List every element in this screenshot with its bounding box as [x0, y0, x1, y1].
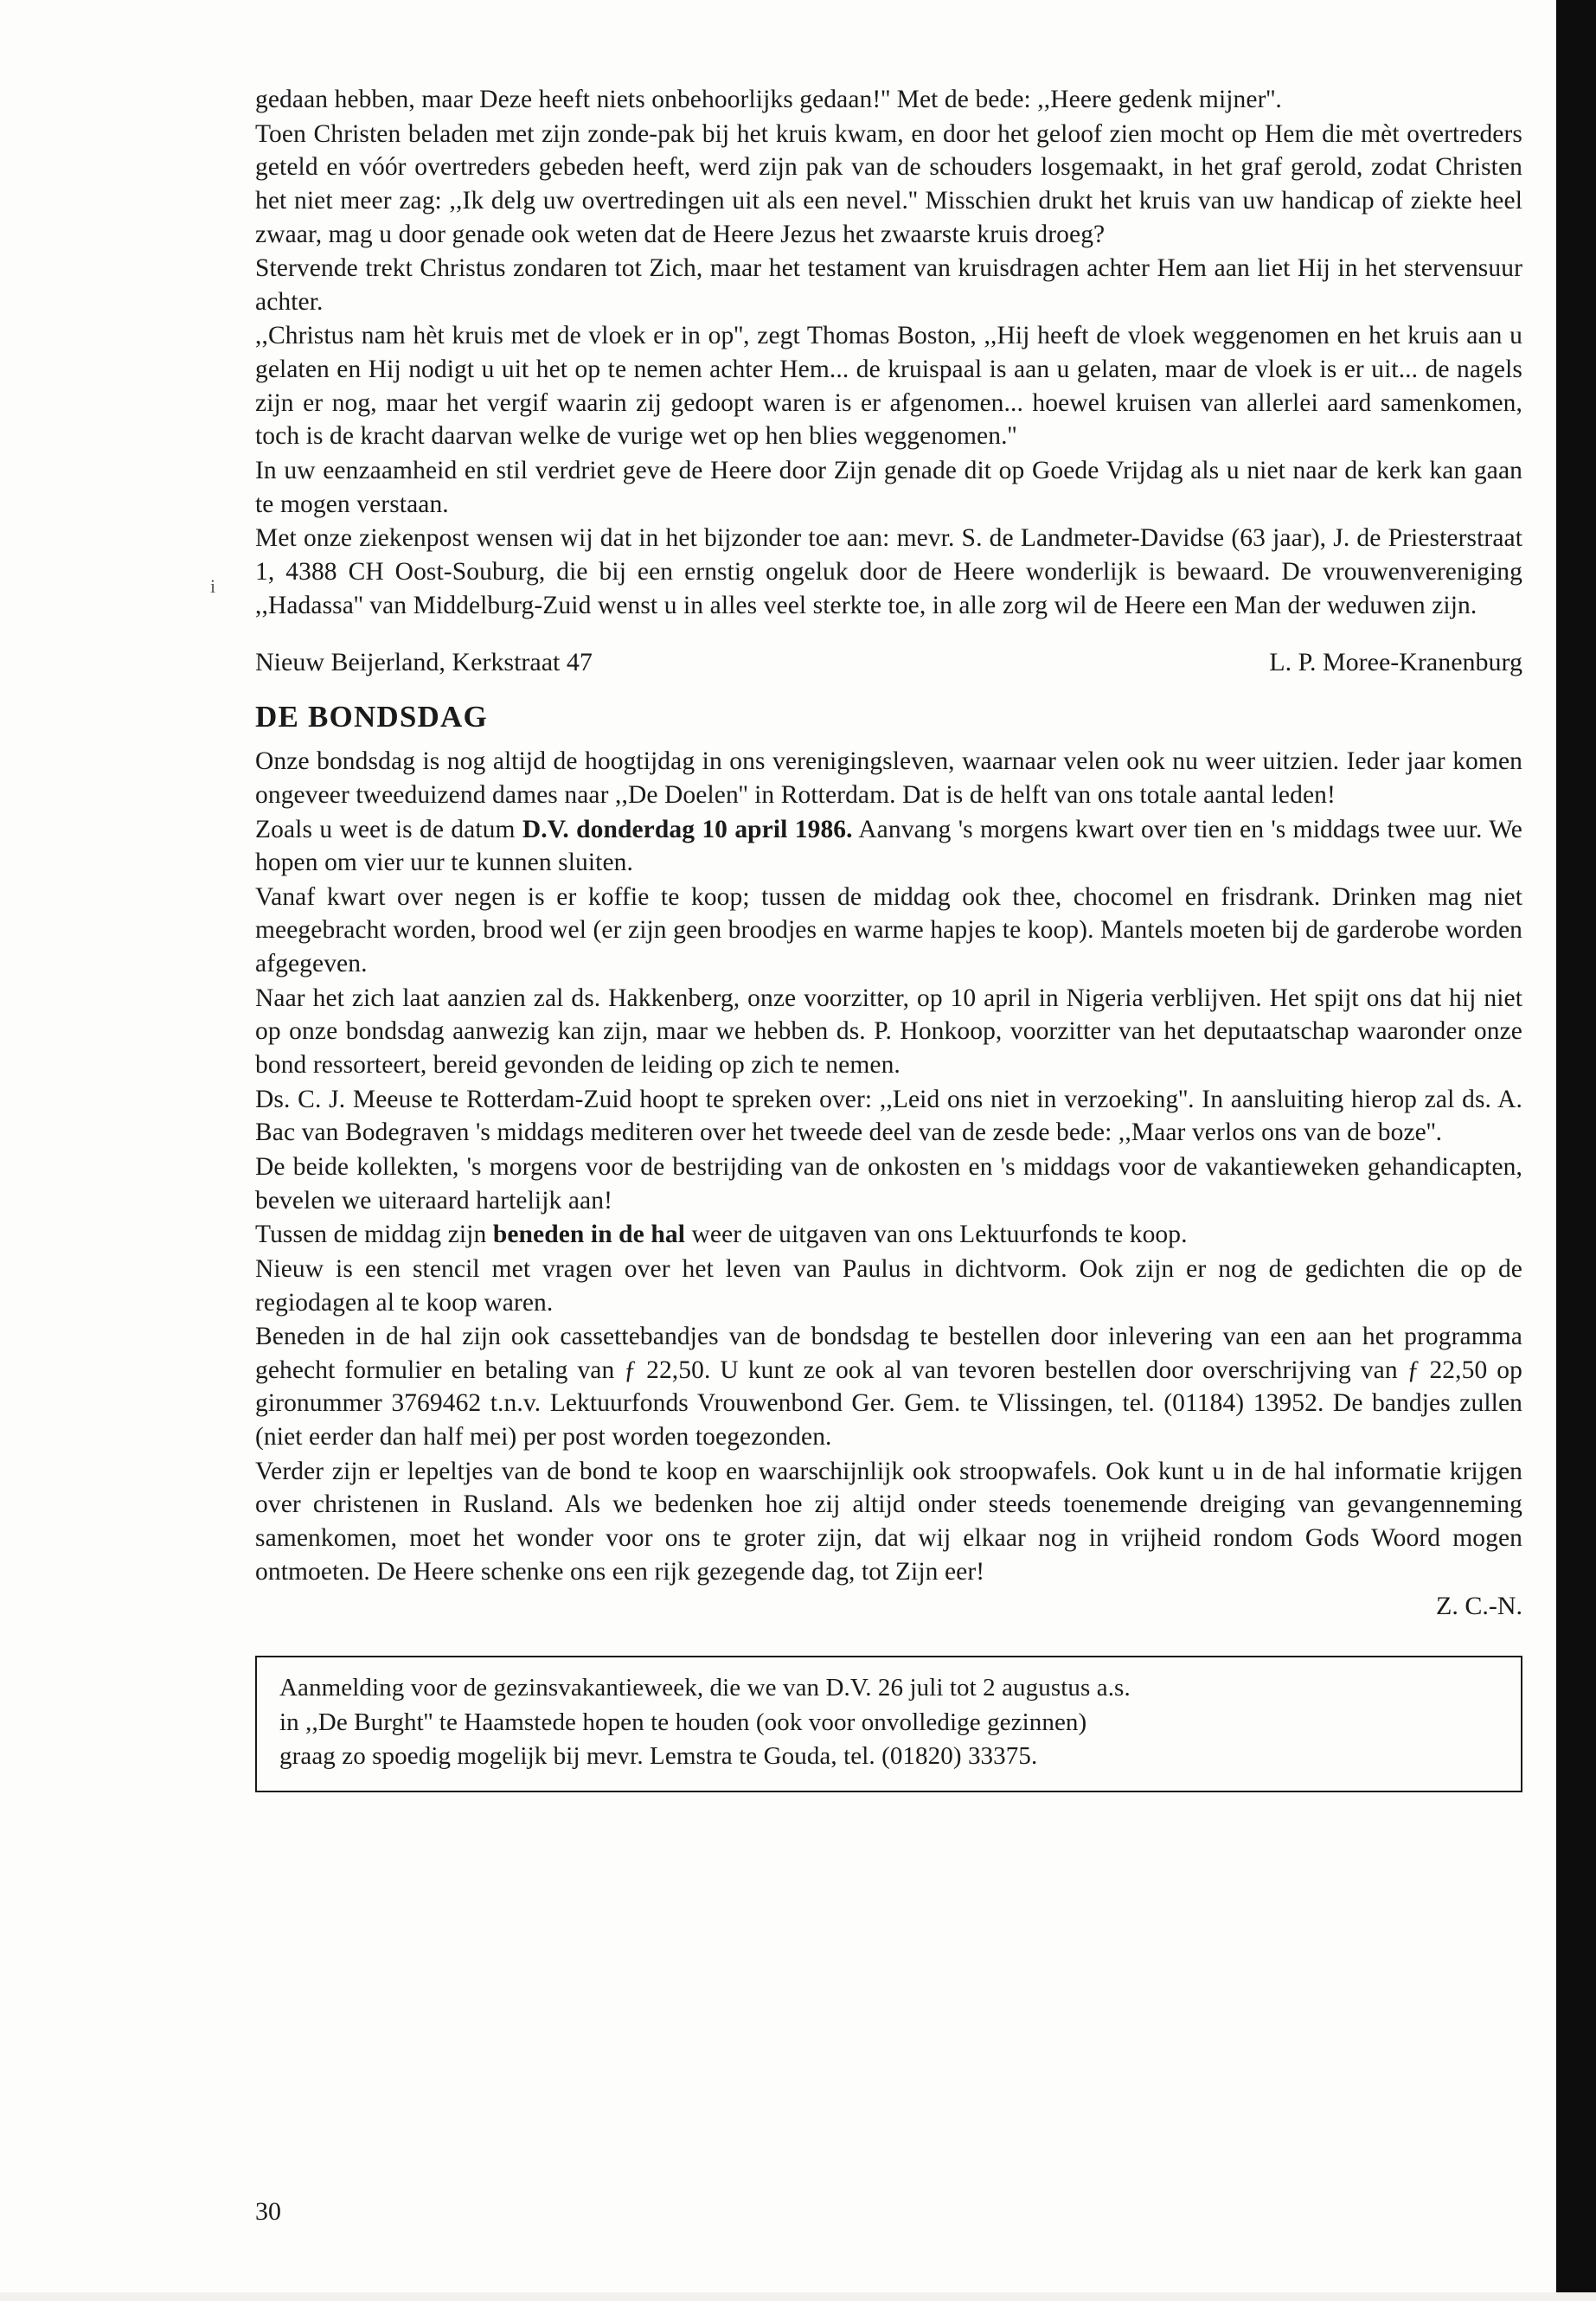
- margin-mark: i: [210, 575, 216, 597]
- bondsdag-paragraph-sprekers: Ds. C. J. Meeuse te Rotterdam-Zuid hoopt te spreken over: ,,Leid ons niet in verzoeking''. In aansluiting hierop zal ds. A. Bac van Bodegraven 's middags mediteren over het tweede deel van de zesde bede: ,,Maar verlos ons van de boze''.: [255, 1085, 1522, 1147]
- hall-line-bold: beneden in de hal: [492, 1221, 685, 1249]
- hall-line-suffix: weer de uitgaven van ons Lektuurfonds te koop.: [685, 1221, 1188, 1249]
- page-number: 30: [255, 2197, 281, 2226]
- date-line-prefix: Zoals u weet is de datum: [255, 815, 522, 843]
- paragraph-ziekenpost: Met onze ziekenpost wensen wij dat in het bijzonder toe aan: mevr. S. de Landmeter-Davidse (63 jaar), J. de Priesterstraat 1, 4388 CH Oost-Souburg, die bij een ernstig ongeluk door de Heere wonderlijk is bewaard. De vrouwenvereniging ,,Hadassa'' van Middelburg-Zuid wenst u in alles veel sterkte toe, in alle zorg wil de Heere een Man der weduwen zijn.: [255, 524, 1522, 619]
- paragraph-intro: gedaan hebben, maar Deze heeft niets onbehoorlijks gedaan!'' Met de bede: ,,Heere gedenk mijner''.: [255, 86, 1282, 113]
- bondsdag-hall-line: [255, 1218, 1522, 1252]
- signature-place: Nieuw Beijerland, Kerkstraat 47: [255, 648, 593, 677]
- paragraph-eenzaamheid: In uw eenzaamheid en stil verdriet geve de Heere door Zijn genade dit op Goede Vrijdag als u niet naar de kerk kan gaan te mogen verstaan.: [255, 457, 1522, 518]
- document-body: [255, 83, 1522, 1792]
- hall-line-prefix: Tussen de middag zijn: [255, 1221, 493, 1249]
- paragraph-boston-quote: ,,Christus nam hèt kruis met de vloek er in op'', zegt Thomas Boston, ,,Hij heeft de vloek weggenomen en het kruis aan u gelaten en Hij nodigt u uit het op te nemen achter Hem... de kruispaal is aan u gelaten, maar de vloek is er uit... de nagels zijn er nog, maar het vergif waarin zij gedoopt waren is er afgenomen... hoewel kruisen van allerlei aard samenkomen, toch is de kracht daarvan welke de vurige wet op hen blies weggenomen.'': [255, 322, 1522, 451]
- paragraph-stervende: Stervende trekt Christus zondaren tot Zich, maar het testament van kruisdragen achter Hem aan liet Hij in het stervensuur achter.: [255, 254, 1522, 316]
- signature-row: [255, 648, 1522, 677]
- notice-line-2: in ,,De Burght'' te Haamstede hopen te houden (ook voor onvolledige gezinnen): [279, 1708, 1087, 1736]
- scan-edge-right: [1556, 0, 1596, 2301]
- notice-line-1: Aanmelding voor de gezinsvakantieweek, die we van D.V. 26 juli tot 2 augustus a.s.: [279, 1674, 1131, 1702]
- bondsdag-paragraph-kollekten: De beide kollekten, 's morgens voor de bestrijding van de onkosten en 's middags voor de vakantieweken gehandicapten, bevelen we uiteraard hartelijk aan!: [255, 1152, 1522, 1215]
- scan-edge-bottom: [0, 2292, 1596, 2301]
- notice-box: [255, 1656, 1522, 1792]
- bondsdag-date-line: [255, 813, 1522, 880]
- date-line-suffix: Aanvang 's morgens kwart over tien en 's middags twee uur. We hopen om vier uur te kunnen sluiten.: [255, 815, 1522, 877]
- bondsdag-paragraph-intro: Onze bondsdag is nog altijd de hoogtijdag in ons verenigingsleven, waarnaar velen ook nu weer uitzien. Ieder jaar komen ongeveer tweeduizend dames naar ,,De Doelen'' in Rotterdam. Dat is de helft van ons totale aantal leden!: [255, 747, 1522, 809]
- bondsdag-paragraph-lepeltjes: Verder zijn er lepeltjes van de bond te koop en waarschijnlijk ook stroopwafels. Ook kunt u in de hal informatie krijgen over christenen in Rusland. Als we bedenken hoe zij altijd onder steeds toenemende dreiging van gevangenneming samenkomen, moet het wonder voor ons te groter zijn, dat wij elkaar nog in vrijheid rondom Gods Woord mogen ontmoeten. De Heere schenke ons een rijk gezegende dag, tot Zijn eer!: [255, 1457, 1522, 1586]
- notice-line-3: graag zo spoedig mogelijk bij mevr. Lemstra te Gouda, tel. (01820) 33375.: [279, 1742, 1038, 1771]
- bondsdag-paragraph-stencil: Nieuw is een stencil met vragen over het leven van Paulus in dichtvorm. Ook zijn er nog de gedichten die op de regiodagen al te koop waren.: [255, 1254, 1522, 1317]
- bondsdag-paragraph-cassettes: Beneden in de hal zijn ook cassettebandjes van de bondsdag te bestellen door inlevering van een aan het programma gehecht formulier en betaling van ƒ 22,50. U kunt ze ook al van tevoren bestellen door overschrijving van ƒ 22,50 op gironummer 3769462 t.n.v. Lektuurfonds Vrouwenbond Ger. Gem. te Vlissingen, tel. (01184) 13952. De bandjes zullen (niet eerder dan half mei) per post worden toegezonden.: [255, 1323, 1522, 1452]
- bondsdag-paragraph-koffie: Vanaf kwart over negen is er koffie te koop; tussen de middag ook thee, chocomel en frisdrank. Drinken mag niet meegebracht worden, brood wel (er zijn geen broodjes en warme hapjes te koop). Mantels moeten bij de garderobe worden afgegeven.: [255, 882, 1522, 978]
- bondsdag-paragraph-voorzitter: Naar het zich laat aanzien zal ds. Hakkenberg, onze voorzitter, op 10 april in Nigeria verblijven. Het spijt ons dat hij niet op onze bondsdag aanwezig kan zijn, maar we hebben ds. P. Honkoop, voorzitter van het deputaatschap waaronder onze bond ressorteert, bereid gevonden de leiding op zich te nemen.: [255, 984, 1522, 1080]
- paragraph-christen-kruis: Toen Christen beladen met zijn zonde-pak bij het kruis kwam, en door het geloof zien mocht op Hem die mèt overtreders geteld en vóór overtreders gebeden heeft, werd zijn pak van de schouders losgemaakt, in het graf gerold, zodat Christen het niet meer zag: ,,Ik delg uw overtredingen uit als een nevel.'' Misschien drukt het kruis van uw handicap of ziekte heel zwaar, mag u door genade ook weten dat de Heere Jezus het zwaarste kruis droeg?: [255, 119, 1522, 248]
- section-title-bondsdag: DE BONDSDAG: [255, 700, 488, 734]
- date-line-bold: D.V. donderdag 10 april 1986.: [522, 815, 853, 843]
- closing-initials: Z. C.-N.: [1436, 1592, 1522, 1621]
- signature-author: L. P. Moree-Kranenburg: [1269, 648, 1522, 677]
